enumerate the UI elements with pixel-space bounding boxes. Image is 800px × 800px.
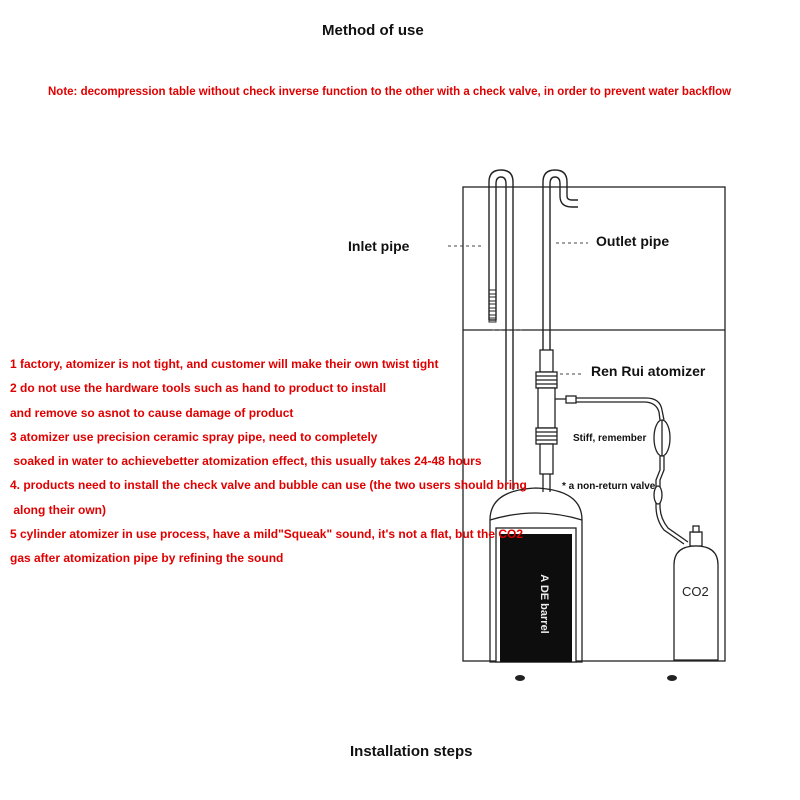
stand-feet bbox=[515, 675, 677, 681]
non-return-valve-label: * a non-return valve bbox=[562, 481, 656, 492]
outlet-pipe bbox=[543, 170, 578, 350]
step-line: 1 factory, atomizer is not tight, and customer will make their own twist tight bbox=[10, 357, 439, 371]
inlet-pipe-label: Inlet pipe bbox=[348, 238, 410, 254]
usage-steps bbox=[10, 352, 527, 571]
installation-steps-title: Installation steps bbox=[350, 743, 473, 760]
outlet-pipe-label: Outlet pipe bbox=[596, 233, 670, 249]
barrel-label: A DE barrel bbox=[537, 574, 550, 634]
co2-tubing bbox=[576, 398, 688, 544]
step-line: 5 cylinder atomizer in use process, have a mild"Squeak" sound, it's not a flat, but the CO2 bbox=[10, 527, 524, 542]
step-line: 2 do not use the hardware tools such as hand to product to install bbox=[10, 381, 387, 396]
step-line: 3 atomizer use precision ceramic spray pipe, need to completely bbox=[10, 429, 378, 444]
inlet-strainer bbox=[489, 290, 496, 322]
step-line: gas after atomization pipe by refining the sound bbox=[10, 551, 284, 566]
step-line: soaked in water to achievebetter atomization effect, this usually takes 24-48 hours bbox=[10, 454, 482, 469]
step-line: along their own) bbox=[10, 502, 106, 517]
backflow-note: Note: decompression table without check inverse function to the other with a check valve, in order to prevent water backflow bbox=[48, 86, 732, 98]
co2-label: CO2 bbox=[682, 584, 709, 599]
step-line: and remove so asnot to cause damage of product bbox=[10, 405, 294, 420]
atomizer-label: Ren Rui atomizer bbox=[591, 363, 706, 379]
step-line: 4. products need to install the check valve and bubble can use (the two users should bring bbox=[10, 478, 527, 493]
atomizer-body bbox=[536, 350, 576, 492]
page-title: Method of use bbox=[322, 22, 424, 39]
stiff-remember-label: Stiff, remember bbox=[573, 433, 647, 444]
